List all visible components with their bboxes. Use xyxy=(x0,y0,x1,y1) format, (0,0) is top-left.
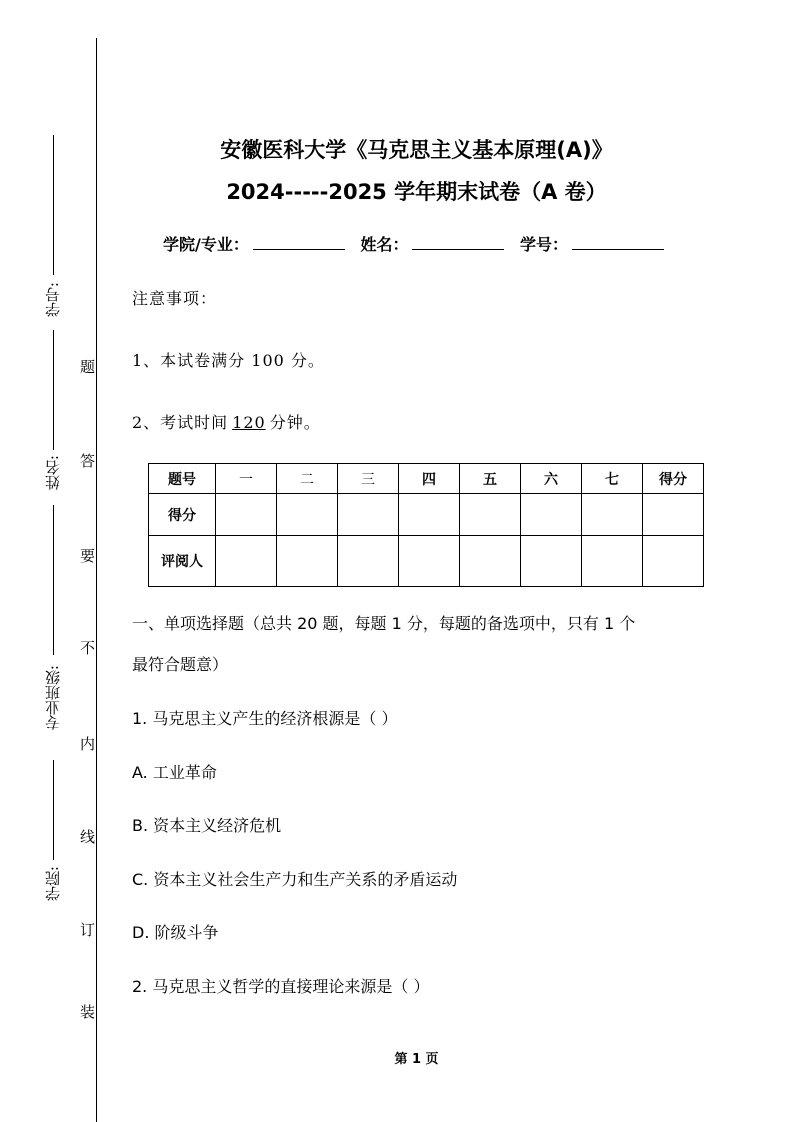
seal-char: 答 xyxy=(80,452,96,470)
score-cell xyxy=(460,536,521,587)
score-table xyxy=(148,463,704,587)
section-heading: 一、单项选择题（总共 20 题，每题 1 分，每题的备选项中，只有 1 个 xyxy=(132,614,636,633)
name-blank xyxy=(53,330,54,450)
option-b: B. 资本主义经济危机 xyxy=(132,816,282,835)
seal-char: 内 xyxy=(80,735,96,753)
table-header: 三 xyxy=(338,464,399,494)
name-field-label: 姓名： xyxy=(360,235,409,254)
score-cell xyxy=(521,536,582,587)
college-major-field[interactable] xyxy=(253,235,345,250)
score-cell xyxy=(277,536,338,587)
exam-subtitle: 2024-----2025 学年期末试卷（A 卷） xyxy=(226,180,607,204)
notes-heading: 注意事项： xyxy=(132,289,218,308)
seal-char: 题 xyxy=(80,358,96,376)
score-cell xyxy=(277,494,338,536)
class-label: 专业班级: xyxy=(44,665,62,731)
score-cell xyxy=(460,494,521,536)
table-header-row xyxy=(149,464,704,494)
college-major-label: 学院/专业： xyxy=(163,235,249,254)
seal-char: 线 xyxy=(80,828,96,846)
table-header: 六 xyxy=(521,464,582,494)
seal-char: 订 xyxy=(80,921,96,939)
exam-duration: 120 xyxy=(232,413,266,432)
score-cell xyxy=(582,536,643,587)
id-field[interactable] xyxy=(572,235,664,250)
score-cell xyxy=(216,536,277,587)
college-label: 学院: xyxy=(44,866,62,902)
score-cell xyxy=(216,494,277,536)
table-header: 一 xyxy=(216,464,277,494)
id-field-label: 学号： xyxy=(520,235,569,254)
score-cell xyxy=(338,536,399,587)
question-2: 2. 马克思主义哲学的直接理论来源是（ ） xyxy=(132,977,430,996)
score-cell xyxy=(643,494,704,536)
option-d: D. 阶级斗争 xyxy=(132,923,219,942)
table-row xyxy=(149,494,704,536)
option-a: A. 工业革命 xyxy=(132,763,217,782)
question-1: 1. 马克思主义产生的经济根源是（ ） xyxy=(132,709,398,728)
score-cell xyxy=(521,494,582,536)
seal-char: 装 xyxy=(80,1003,96,1021)
seal-char: 要 xyxy=(80,547,96,565)
score-cell xyxy=(643,536,704,587)
table-header: 四 xyxy=(399,464,460,494)
note-text: 分钟。 xyxy=(269,413,321,432)
table-header: 七 xyxy=(582,464,643,494)
name-label: 姓名: xyxy=(44,455,62,491)
student-info-line xyxy=(163,232,674,255)
score-cell xyxy=(399,536,460,587)
seal-char: 不 xyxy=(80,639,96,657)
table-header: 二 xyxy=(277,464,338,494)
table-header: 五 xyxy=(460,464,521,494)
table-header: 得分 xyxy=(643,464,704,494)
page-number: 第 1 页 xyxy=(394,1052,439,1067)
student-id-label: 学号: xyxy=(44,282,62,318)
name-field[interactable] xyxy=(412,235,504,250)
score-cell xyxy=(399,494,460,536)
note-item xyxy=(132,410,321,433)
note-text: 2、考试时间 xyxy=(132,413,229,432)
exam-title: 安徽医科大学《马克思主义基本原理(A)》 xyxy=(220,138,613,162)
table-row xyxy=(149,536,704,587)
section-heading-cont: 最符合题意） xyxy=(132,655,229,674)
note-item: 1、本试卷满分 100 分。 xyxy=(132,351,325,370)
college-blank xyxy=(53,760,54,860)
class-blank xyxy=(53,505,54,655)
row-label: 得分 xyxy=(149,494,216,536)
score-cell xyxy=(338,494,399,536)
row-label: 评阅人 xyxy=(149,536,216,587)
option-c: C. 资本主义社会生产力和生产关系的矛盾运动 xyxy=(132,870,458,889)
score-cell xyxy=(582,494,643,536)
table-header: 题号 xyxy=(149,464,216,494)
